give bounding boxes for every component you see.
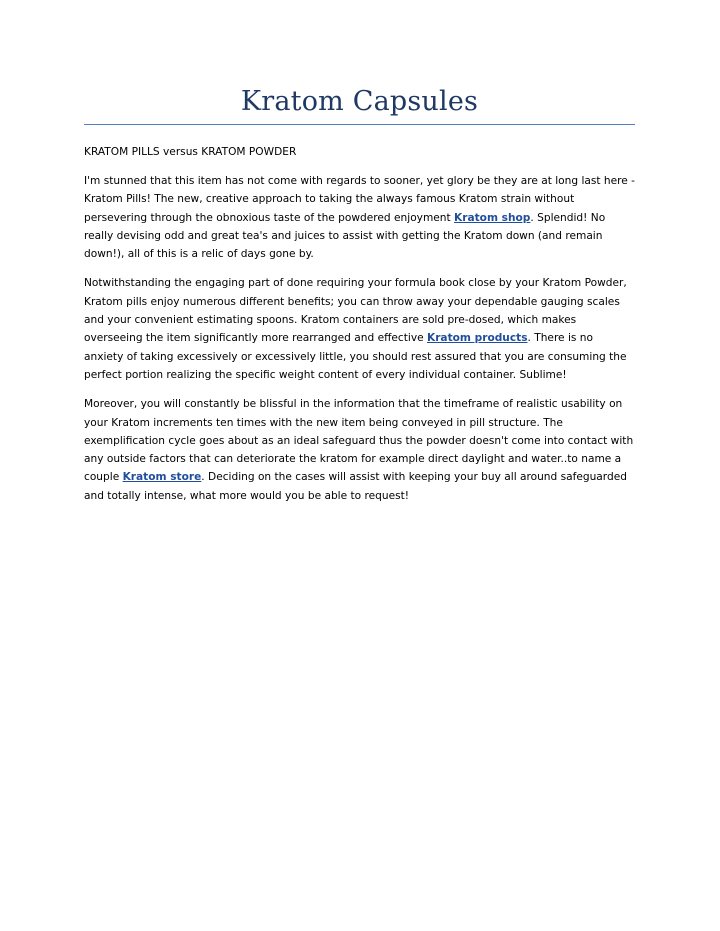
paragraph-3-text-before: Moreover, you will constantly be blissful in the information that the timeframe of realistic usability on your Kratom increments ten times with the new item being conveyed in pill structure. The exemplification cycle goes about as an ideal safeguard thus the powder doesn't come into contact with any outside factors that can deteriorate the kratom for example direct daylight and water..to name a couple <box>84 398 634 484</box>
paragraph-1 <box>84 172 635 263</box>
paragraph-2 <box>84 274 635 384</box>
kratom-shop-link[interactable]: Kratom shop <box>454 211 531 224</box>
document-page <box>84 80 635 516</box>
paragraph-2-text-before: Notwithstanding the engaging part of done requiring your formula book close by your Kratom Powder, Kratom pills enjoy numerous different benefits; you can throw away your dependable gauging scales and your convenient estimating spoons. Kratom containers are sold pre-dosed, which makes overseeing the item significantly more rearranged and effective <box>84 277 627 345</box>
paragraph-2-text-after: . There is no anxiety of taking excessively or excessively little, you should rest assured that you are consuming the perfect portion realizing the specific weight content of every individual container. Sublime! <box>84 332 627 381</box>
paragraph-1-text-after: . Splendid! No really devising odd and great tea's and juices to assist with getting the Kratom down (and remain down!), all of this is a relic of days gone by. <box>84 211 606 261</box>
title-divider <box>84 124 635 125</box>
paragraph-3-text-after: . Deciding on the cases will assist with keeping your buy all around safeguarded and totally intense, what more would you be able to request! <box>84 471 627 502</box>
kratom-store-link[interactable]: Kratom store <box>122 471 202 484</box>
document-title: Kratom Capsules <box>240 86 479 117</box>
section-subheading: KRATOM PILLS versus KRATOM POWDER <box>84 146 297 158</box>
paragraph-3 <box>84 395 635 505</box>
paragraph-1-text-before: I'm stunned that this item has not come with regards to sooner, yet glory be they are at long last here - Kratom Pills! The new, creative approach to taking the always famous Kratom strain without persevering through the obnoxious taste of the powdered enjoyment <box>84 175 635 224</box>
kratom-products-link[interactable]: Kratom products <box>426 332 528 345</box>
